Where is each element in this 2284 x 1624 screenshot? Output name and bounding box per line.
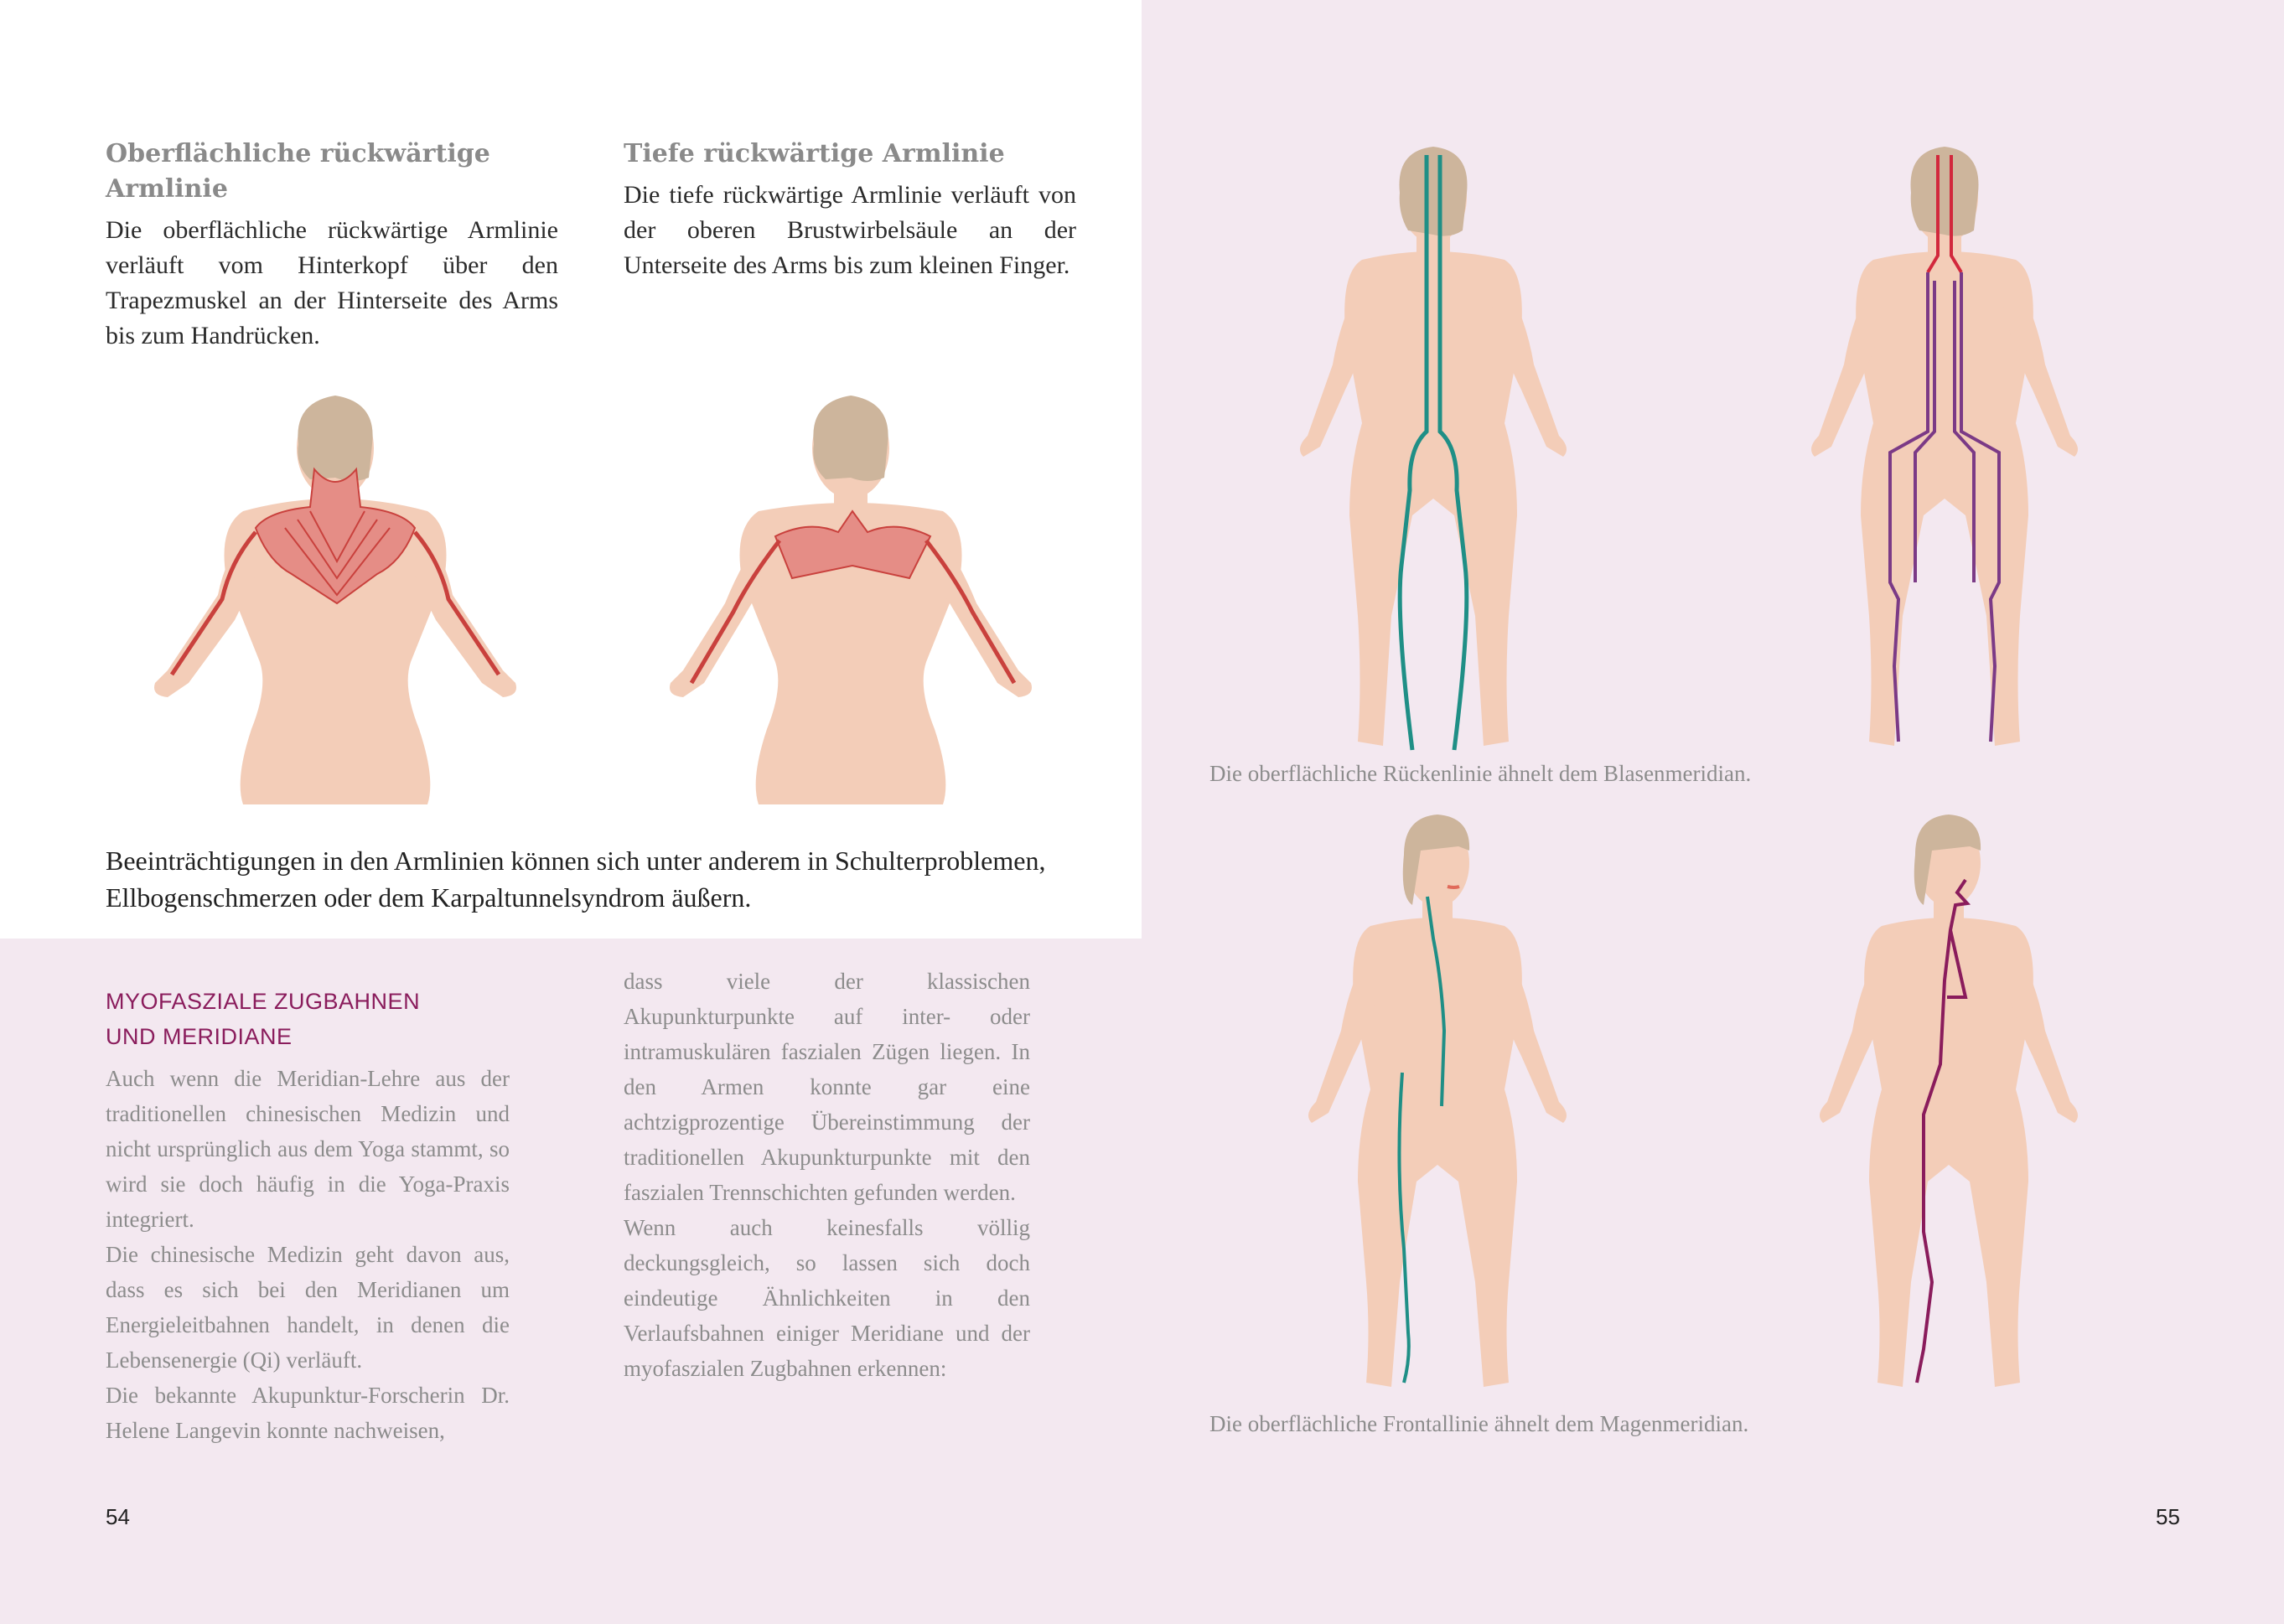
figure-deep-back-arm-line [666,385,1035,804]
paragraph: Die chinesische Medizin geht davon aus, dass es sich bei den Meridianen um Energieleitbahnen handelt, in denen die Lebensenergie (Qi) verläuft. [106,1242,510,1373]
caption-front-line: Die oberflächliche Frontallinie ähnelt dem Magenmeridian. [1209,1411,1749,1436]
section-title-line1: MYOFASZIALE ZUGBAHNEN [106,989,421,1014]
section-title-line2: UND MERIDIANE [106,1024,293,1049]
figure-superficial-front-line [1295,813,1580,1391]
hair [1911,147,1979,236]
hair [1400,147,1468,236]
paragraph: Die oberflächliche rückwärtige Armlinie verläuft vom Hinterkopf über den Trapezmuskel an der Hinterseite des Arms bis zum Handrücken. [106,216,558,349]
section-column-2 [624,964,1030,1386]
caption-back-line: Die oberflächliche Rückenlinie ähnelt dem Blasenmeridian. [1209,761,1752,786]
hair [813,396,888,481]
paragraph: Auch wenn die Meridian-Lehre aus der traditionellen chinesischen Medizin und nicht ursprünglich aus dem Yoga stammt, so wird sie doch häufig in die Yoga-Praxis integriert. [106,1066,510,1232]
heading-superficial-back-arm-line: Oberflächliche rückwärtige Armlinie [106,139,490,204]
body-silhouette [1811,151,2078,746]
hair [298,396,372,481]
paragraph: Die bekannte Akupunktur-Forscherin Dr. Helene Langevin konnte nachweisen, [106,1383,510,1443]
body-silhouette [1820,820,2078,1387]
body-silhouette [1300,151,1567,746]
page-number-right: 55 [2156,1504,2180,1529]
text-superficial-back-arm-line [106,213,558,354]
body-silhouette [1308,820,1567,1387]
summary-text: Beeinträchtigungen in den Armlinien können sich unter anderem in Schulterproblemen, Ellbogenschmerzen oder dem Karpaltunnelsyndrom äußern. [106,846,1046,913]
section-title [106,984,525,1054]
figure-front-meridian-line [1806,813,2091,1391]
figure-back-meridian-line [1794,147,2095,750]
paragraph: Die tiefe rückwärtige Armlinie verläuft von der oberen Brustwirbelsäule an der Unterseite des Arms bis zum kleinen Finger. [624,181,1076,279]
paragraph: dass viele der klassischen Akupunkturpunkte auf inter- oder intramuskulären faszialen Zügen liegen. In den Armen konnte gar eine achtzigprozentige Übereinstimmung der traditionellen Akupunkturpunkte mit den faszialen Trennschichten gefunden werden. [624,969,1030,1205]
heading-deep-back-arm-line: Tiefe rückwärtige Armlinie [624,139,1005,168]
figure-superficial-back-arm-line [151,385,520,804]
paragraph: Wenn auch keinesfalls völlig deckungsgleich, so lassen sich doch eindeutige Ähnlichkeiten in den Verlaufsbahnen einiger Meridiane und der myofaszialen Zugbahnen erkennen: [624,1215,1030,1381]
figure-superficial-back-line [1282,147,1584,750]
text-deep-back-arm-line [624,178,1076,283]
section-column-1 [106,1061,510,1448]
page-number-left: 54 [106,1504,130,1529]
